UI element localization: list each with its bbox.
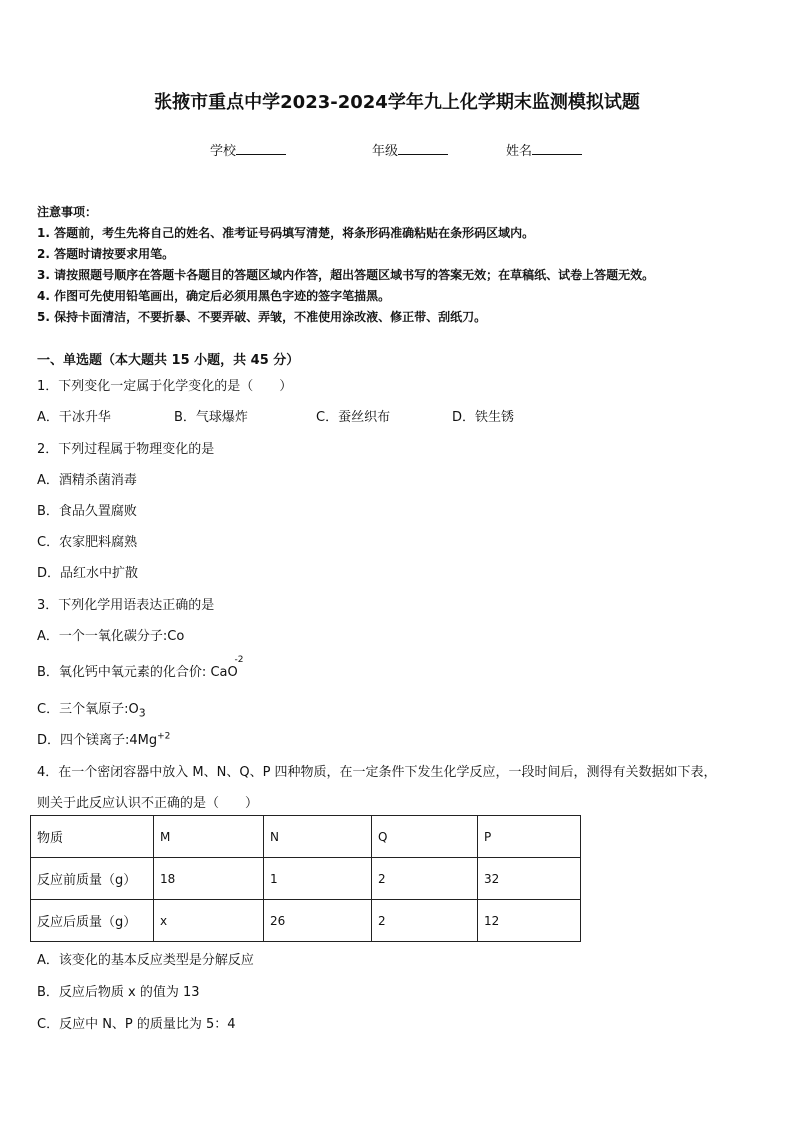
- notice-item: 1. 答题前，考生先将自己的姓名、准考证号码填写清楚，将条形码准确粘贴在条形码区域内。: [37, 226, 535, 240]
- table-header-cell: 物质: [31, 816, 154, 858]
- table-row: [31, 858, 581, 900]
- question-3-option-c: [37, 698, 146, 720]
- grade-field: [372, 140, 448, 159]
- question-4-stem-line1: 4．在一个密闭容器中放入 M、N、Q、P 四种物质，在一定条件下发生化学反应，一段时间后，测得有关数据如下表，: [37, 765, 717, 780]
- question-4-option-c: C．反应中 N、P 的质量比为 5：4: [37, 1017, 236, 1032]
- table-cell: 12: [478, 900, 581, 942]
- table-header-cell: M: [154, 816, 264, 858]
- table-header-cell: N: [264, 816, 372, 858]
- table-cell: x: [154, 900, 264, 942]
- table-header-cell: Q: [372, 816, 478, 858]
- question-3-option-d-text: D．四个镁离子:4Mg: [37, 733, 158, 748]
- table-cell: 2: [372, 858, 478, 900]
- school-blank[interactable]: [236, 142, 286, 155]
- table-row: [31, 900, 581, 942]
- notice-heading: 注意事项：: [37, 205, 98, 219]
- exam-title: 张掖市重点中学2023-2024学年九上化学期末监测模拟试题: [154, 92, 640, 113]
- table-cell: 反应后质量（g）: [31, 900, 154, 942]
- valence-formula: [210, 655, 244, 680]
- grade-label: 年级: [372, 144, 399, 159]
- notice-item: 4. 作图可先使用铅笔画出，确定后必须用黑色字迹的签字笔描黑。: [37, 289, 391, 303]
- question-3-stem: 3．下列化学用语表达正确的是: [37, 598, 215, 613]
- name-field: [506, 140, 582, 159]
- name-blank[interactable]: [532, 142, 582, 155]
- question-4-option-b: B．反应后物质 x 的值为 13: [37, 985, 200, 1000]
- mass-table: [30, 815, 581, 942]
- question-4-option-a: A．该变化的基本反应类型是分解反应: [37, 953, 254, 968]
- table-cell: 32: [478, 858, 581, 900]
- subscript: 3: [138, 706, 146, 720]
- question-4-stem-line2: 则关于此反应认识不正确的是（ ）: [37, 796, 259, 811]
- question-2-option-c: C．农家肥料腐熟: [37, 535, 138, 550]
- table-header-row: [31, 816, 581, 858]
- valence-mark: -2: [234, 655, 244, 665]
- table-cell: 反应前质量（g）: [31, 858, 154, 900]
- notice-item: 2. 答题时请按要求用笔。: [37, 247, 175, 261]
- question-3-option-b: [37, 655, 244, 680]
- question-1-option-b: B．气球爆炸: [174, 410, 248, 425]
- question-3-option-a: A．一个一氧化碳分子:Co: [37, 629, 185, 644]
- formula-ca: Ca: [210, 665, 228, 680]
- question-3-option-c-text: C．三个氧原子:O: [37, 702, 139, 717]
- name-label: 姓名: [506, 144, 533, 159]
- question-1-stem: 1．下列变化一定属于化学变化的是（ ）: [37, 379, 293, 394]
- section-heading: 一、单选题（本大题共 15 小题，共 45 分）: [37, 353, 300, 368]
- question-2-option-d: D．品红水中扩散: [37, 566, 139, 581]
- school-field: [210, 140, 286, 159]
- table-cell: 2: [372, 900, 478, 942]
- school-label: 学校: [210, 144, 237, 159]
- question-3-option-b-text: B．氧化钙中氧元素的化合价:: [37, 665, 207, 680]
- question-2-option-b: B．食品久置腐败: [37, 504, 137, 519]
- formula-o: O: [227, 665, 238, 680]
- notice-item: 5. 保持卡面清洁，不要折暴、不要弄破、弄皱，不准使用涂改液、修正带、刮纸刀。: [37, 310, 487, 324]
- table-cell: 18: [154, 858, 264, 900]
- superscript: +2: [157, 731, 171, 742]
- question-2-stem: 2．下列过程属于物理变化的是: [37, 442, 215, 457]
- question-1-option-c: C．蚕丝织布: [316, 410, 391, 425]
- question-1-option-a: A．干冰升华: [37, 410, 111, 425]
- grade-blank[interactable]: [398, 142, 448, 155]
- table-cell: 1: [264, 858, 372, 900]
- question-3-option-d: [37, 729, 170, 748]
- notice-item: 3. 请按照题号顺序在答题卡各题目的答题区域内作答，超出答题区域书写的答案无效；在草稿纸、试卷上答题无效。: [37, 268, 655, 282]
- question-1-option-d: D．铁生锈: [452, 410, 515, 425]
- table-cell: 26: [264, 900, 372, 942]
- table-header-cell: P: [478, 816, 581, 858]
- question-2-option-a: A．酒精杀菌消毒: [37, 473, 137, 488]
